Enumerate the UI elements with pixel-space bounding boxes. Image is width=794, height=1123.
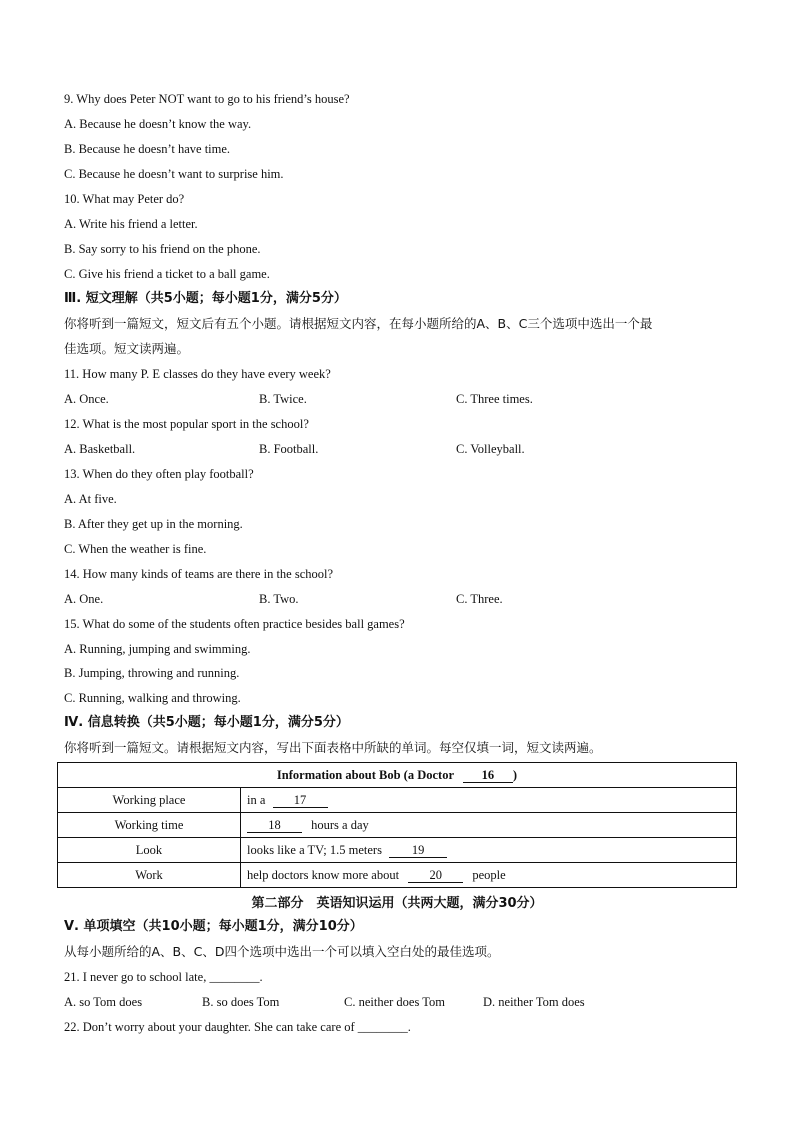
section-3-instructions-line-2: 佳选项。短文读两遍。 <box>64 341 190 356</box>
question-12-option-a: A. Basketball. <box>64 442 136 456</box>
question-14-option-c: C. Three. <box>456 592 503 606</box>
question-11-option-a: A. Once. <box>64 392 109 406</box>
info-table-header-row <box>58 763 737 788</box>
section-5-instructions: 从每小题所给的A、B、C、D四个选项中选出一个可以填入空白处的最佳选项。 <box>64 944 500 959</box>
question-12-option-c: C. Volleyball. <box>456 442 525 456</box>
part-2-heading: 第二部分 英语知识运用（共两大题，满分30分） <box>251 896 543 911</box>
question-9-option-a: A. Because he doesn’t know the way. <box>64 117 252 131</box>
question-12-stem: 12. What is the most popular sport in the school? <box>64 417 309 431</box>
question-15-option-a: A. Running, jumping and swimming. <box>64 642 251 656</box>
row-label-working-time: Working time <box>58 813 241 838</box>
row-value-prefix: in a <box>247 792 266 807</box>
row-value-look <box>241 838 737 863</box>
info-table <box>57 762 737 888</box>
question-10-stem: 10. What may Peter do? <box>64 192 185 206</box>
question-11-option-c: C. Three times. <box>456 392 533 406</box>
section-3-heading: Ⅲ. 短文理解（共5小题；每小题1分，满分5分） <box>64 291 347 306</box>
question-13-option-b: B. After they get up in the morning. <box>64 517 243 531</box>
question-12-option-b: B. Football. <box>259 442 319 456</box>
question-15-option-c: C. Running, walking and throwing. <box>64 691 241 705</box>
section-4-heading: Ⅳ. 信息转换（共5小题；每小题1分，满分5分） <box>64 715 349 730</box>
question-21-option-a: A. so Tom does <box>64 995 143 1009</box>
blank-20: 20 <box>408 868 463 883</box>
question-11-option-b: B. Twice. <box>259 392 307 406</box>
row-value-suffix: people <box>472 867 506 882</box>
section-5-heading: Ⅴ. 单项填空（共10小题；每小题1分，满分10分） <box>64 919 363 934</box>
blank-18: 18 <box>247 818 302 833</box>
question-13-option-c: C. When the weather is fine. <box>64 542 207 556</box>
question-11-stem: 11. How many P. E classes do they have every week? <box>64 367 331 381</box>
info-table-title-close: ) <box>512 767 518 782</box>
row-label-look: Look <box>58 838 241 863</box>
question-21-option-d: D. neither Tom does <box>483 995 585 1009</box>
table-row <box>58 813 737 838</box>
question-10-option-a: A. Write his friend a letter. <box>64 217 198 231</box>
table-row <box>58 838 737 863</box>
blank-16: 16 <box>463 768 513 783</box>
info-table-title-text: Information about Bob (a Doctor <box>276 767 454 782</box>
question-21-option-b: B. so does Tom <box>202 995 280 1009</box>
question-13-option-a: A. At five. <box>64 492 117 506</box>
table-row <box>58 788 737 813</box>
question-14-option-a: A. One. <box>64 592 104 606</box>
question-21-stem: 21. I never go to school late, ________. <box>64 970 263 984</box>
table-row <box>58 863 737 888</box>
blank-17: 17 <box>273 793 328 808</box>
row-label-working-place: Working place <box>58 788 241 813</box>
row-value-working-place <box>241 788 737 813</box>
question-21-option-c: C. neither does Tom <box>344 995 445 1009</box>
section-3-instructions-line-1: 你将听到一篇短文，短文后有五个小题。请根据短文内容，在每小题所给的A、B、C三个选项中选出一个最 <box>64 316 653 331</box>
question-9-option-c: C. Because he doesn’t want to surprise him. <box>64 167 284 181</box>
row-value-work <box>241 863 737 888</box>
question-14-stem: 14. How many kinds of teams are there in the school? <box>64 567 334 581</box>
question-15-option-b: B. Jumping, throwing and running. <box>64 666 240 680</box>
question-10-option-c: C. Give his friend a ticket to a ball game. <box>64 267 270 281</box>
question-9-stem: 9. Why does Peter NOT want to go to his friend’s house? <box>64 92 350 106</box>
row-value-working-time <box>241 813 737 838</box>
row-label-work: Work <box>58 863 241 888</box>
question-14-option-b: B. Two. <box>259 592 299 606</box>
info-table-title <box>58 763 737 788</box>
question-10-option-b: B. Say sorry to his friend on the phone. <box>64 242 261 256</box>
question-9-option-b: B. Because he doesn’t have time. <box>64 142 231 156</box>
row-value-prefix: looks like a TV; 1.5 meters <box>247 842 382 857</box>
question-15-stem: 15. What do some of the students often practice besides ball games? <box>64 617 405 631</box>
blank-19: 19 <box>389 843 447 858</box>
row-value-suffix: hours a day <box>311 817 369 832</box>
question-13-stem: 13. When do they often play football? <box>64 467 254 481</box>
row-value-prefix: help doctors know more about <box>247 867 400 882</box>
section-4-instructions: 你将听到一篇短文。请根据短文内容，写出下面表格中所缺的单词。每空仅填一词，短文读两遍。 <box>64 740 602 755</box>
question-22-stem: 22. Don’t worry about your daughter. She can take care of ________. <box>64 1020 411 1034</box>
